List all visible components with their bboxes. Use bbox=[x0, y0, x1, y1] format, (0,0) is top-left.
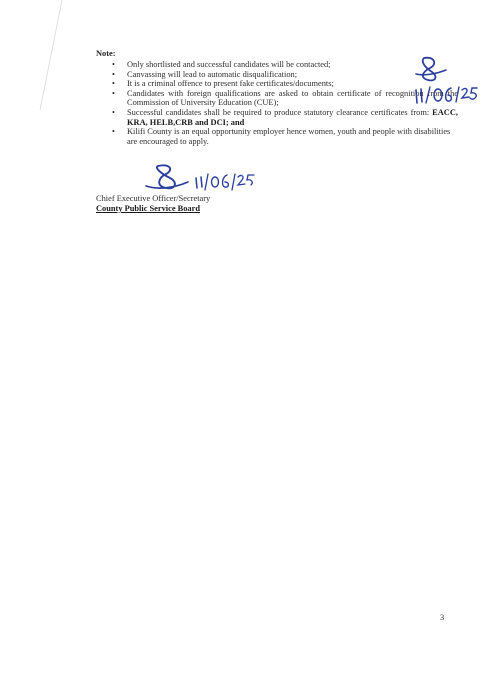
list-item bbox=[112, 70, 458, 80]
note-item-text: Canvassing will lead to automatic disqualification; bbox=[127, 69, 298, 79]
list-item bbox=[112, 127, 458, 146]
note-item-text: Only shortlisted and successful candidates will be contacted; bbox=[127, 60, 331, 69]
note-item-text: Successful candidates shall be required to produce statutory clearance certificates from: bbox=[127, 107, 433, 117]
list-item bbox=[112, 79, 432, 89]
note-item-text: It is a criminal offence to present fake certificates/documents; bbox=[127, 79, 334, 89]
page-number: 3 bbox=[440, 613, 445, 622]
list-item bbox=[112, 108, 458, 127]
signatory-title: Chief Executive Officer/Secretary bbox=[96, 194, 211, 203]
note-item-text: Kilifi County is an equal opportunity employer hence women, youth and people with disabilities are encouraged to apply. bbox=[127, 127, 451, 146]
note-item-text: Candidates with foreign qualifications are asked to obtain certificate of recognition from the Commission of University Education (CUE); bbox=[127, 88, 458, 108]
list-item bbox=[112, 60, 458, 70]
note-list bbox=[112, 60, 458, 146]
signatory-board: County Public Service Board bbox=[96, 204, 200, 213]
list-item bbox=[112, 89, 458, 108]
clearance-bodies: EACC, KRA, HELB,CRB and DCI; and bbox=[127, 107, 458, 127]
note-heading: Note: bbox=[96, 49, 116, 58]
